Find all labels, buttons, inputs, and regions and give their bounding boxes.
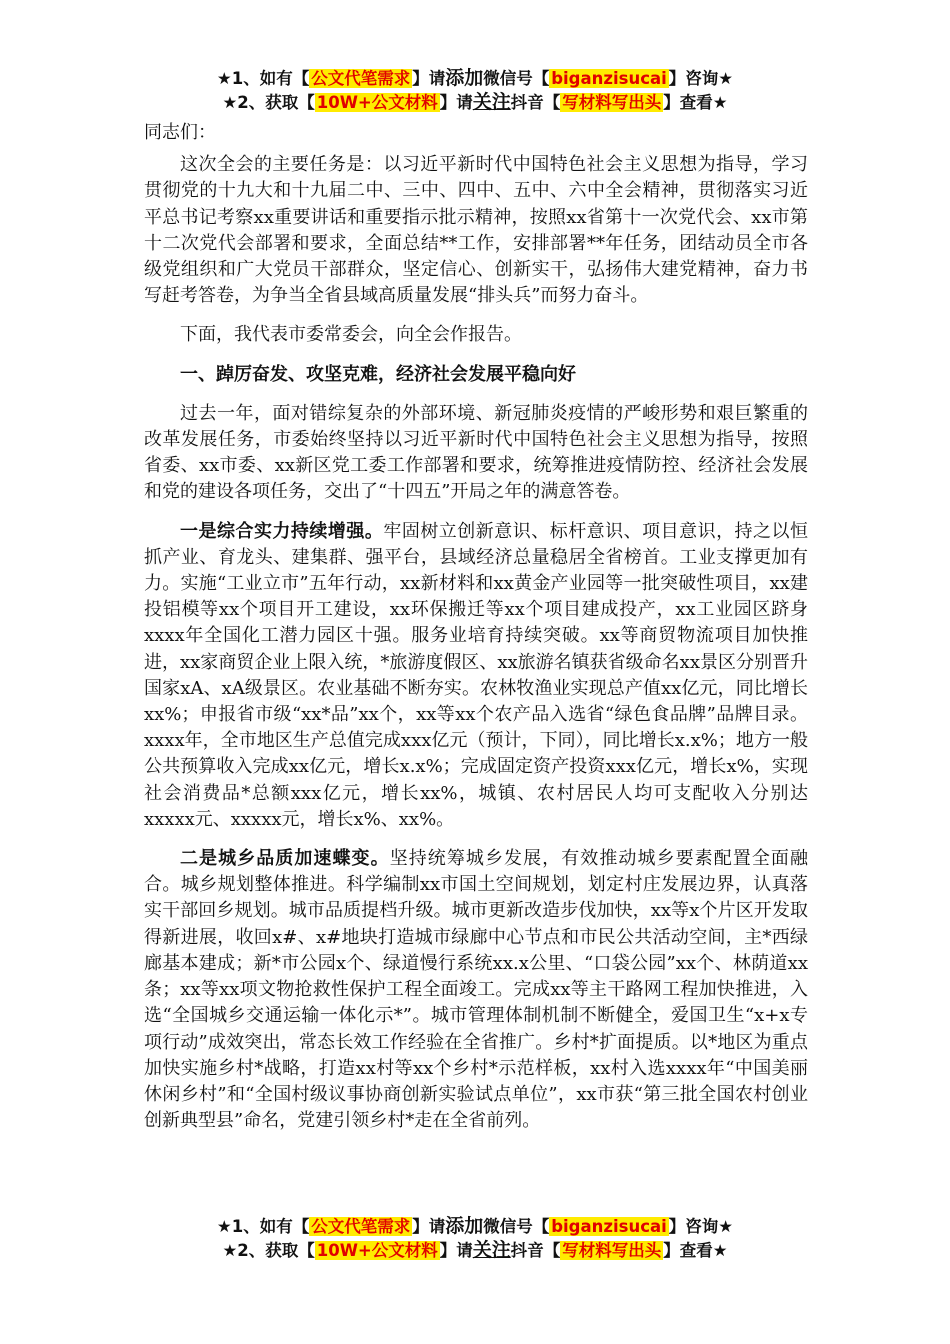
promo-highlight: 10W+公文材料 (316, 93, 438, 112)
promo-douyin-id: 写材料写出头 (562, 1241, 662, 1260)
paragraph-urban-rural: 二是城乡品质加速蝶变。坚持统筹城乡发展，有效推动城乡要素配置全面融合。城乡规划整体推进。科学编制xx市国土空间规划，划定村庄发展边界，认真落实干部回乡规划。城市品质提档升级。城市更新改造步伐加快，xx等x个片区开发取得新进展，收回x#、x#地块打造城市绿廊中心节点和市民公共活动空间，主*西绿廊基本建成；新*市公园x个、绿道慢行系统xx.x公里、“口袋公园”xx个、林荫道xx条；xx等xx项文物抢救性保护工程全面竣工。完成xx等主干路网工程加快推进，入选“全国城乡交通运输一体化示*”。城市管理体制机制不断健全，爱国卫生“x+x专项行动”成效突出，常态长效工作经验在全省推广。乡村*扩面提质。以*地区为重点加快实施乡村*战略，打造xx村等xx个乡村*示范样板，xx村入选xxxx年“中国美丽休闲乡村”和“全国村级议事协商创新实验试点单位”，xx市获“第三批全国农村创业创新典型县”命名，党建引领乡村*走在全省前列。 (144, 848, 808, 1132)
section-heading-1: 一、踔厉奋发、攻坚克难，经济社会发展平稳向好 (180, 363, 576, 385)
promo-wechat-id: biganzisucai (551, 69, 667, 88)
promo-line-1: ★1、如有【 公文代笔需求 】请添加微信号【 biganzisucai 】咨询★ (216, 67, 734, 89)
document-body (144, 120, 808, 1147)
paragraph-intro: 这次全会的主要任务是：以习近平新时代中国特色社会主义思想为指导，学习贯彻党的十九大和十九届二中、三中、四中、五中、六中全会精神，贯彻落实习近平总书记考察xx重要讲话和重要指示批示精神，按照xx省第十一次党代会、xx市第十二次党代会部署和要求，全面总结**工作，安排部署**年任务，团结动员全市各级党组织和广大党员干部群众，坚定信心、创新实干，弘扬伟大建党精神，奋力书写赶考答卷，为争当全省县域高质量发展“排头兵”而努力奋斗。 (144, 154, 808, 307)
promo-highlight: 10W+公文材料 (316, 1241, 438, 1260)
promo-line-2: ★2、获取【 10W+公文材料 】请关注抖音【 写材料写出头 】查看★ (222, 91, 728, 113)
paragraph-review: 过去一年，面对错综复杂的外部环境、新冠肺炎疫情的严峻形势和艰巨繁重的改革发展任务，市委始终坚持以习近平新时代中国特色社会主义思想为指导，按照省委、xx市委、xx新区党工委工作部署和要求，统筹推进疫情防控、经济社会发展和党的建设各项任务，交出了“十四五”开局之年的满意答卷。 (144, 402, 808, 503)
promo-emphasis: 关注 (472, 1239, 511, 1261)
promo-highlight: 公文代笔需求 (311, 69, 411, 88)
promo-emphasis: 关注 (472, 91, 511, 113)
promo-line-1: ★1、如有【 公文代笔需求 】请添加微信号【 biganzisucai 】咨询★ (216, 1215, 734, 1237)
paragraph-lead: 一是综合实力持续增强。 (180, 520, 384, 542)
promo-highlight: 公文代笔需求 (311, 1217, 411, 1236)
promo-wechat-id: biganzisucai (551, 1217, 667, 1236)
promo-line-2: ★2、获取【 10W+公文材料 】请关注抖音【 写材料写出头 】查看★ (222, 1239, 728, 1261)
paragraph-strength: 一是综合实力持续增强。牢固树立创新意识、标杆意识、项目意识，持之以恒抓产业、育龙头、建集群、强平台，县域经济总量稳居全省榜首。工业支撑更加有力。实施“工业立市”五年行动，xx新材料和xx黄金产业园等一批突破性项目，xx建投铝模等xx个项目开工建设，xx环保搬迁等xx个项目建成投产，xx工业园区跻身xxxx年全国化工潜力园区十强。服务业培育持续突破。xx等商贸物流项目加快推进，xx家商贸企业上限入统，*旅游度假区、xx旅游名镇获省级命名xx景区分别晋升国家xA、xA级景区。农业基础不断夯实。农林牧渔业实现总产值xx亿元，同比增长xx%；申报省市级“xx*品”xx个，xx等xx个农产品入选省“绿色食品牌”品牌目录。xxxx年，全市地区生产总值完成xxx亿元（预计，下同），同比增长x.x%；地方一般公共预算收入完成xx亿元，增长x.x%；完成固定资产投资xxx亿元，增长x%，实现社会消费品*总额xxx亿元，增长xx%，城镇、农村居民人均可支配收入分别达xxxxx元、xxxxx元，增长x%、xx%。 (144, 520, 809, 830)
paragraph-report: 下面，我代表市委常委会，向全会作报告。 (180, 324, 522, 346)
promo-banner-bottom (0, 1214, 950, 1262)
salutation: 同志们： (144, 122, 216, 143)
paragraph-lead: 二是城乡品质加速蝶变。 (180, 848, 390, 870)
promo-banner-top (0, 66, 950, 114)
promo-emphasis: 添加 (445, 67, 484, 89)
promo-emphasis: 添加 (445, 1215, 484, 1237)
promo-douyin-id: 写材料写出头 (562, 93, 662, 112)
